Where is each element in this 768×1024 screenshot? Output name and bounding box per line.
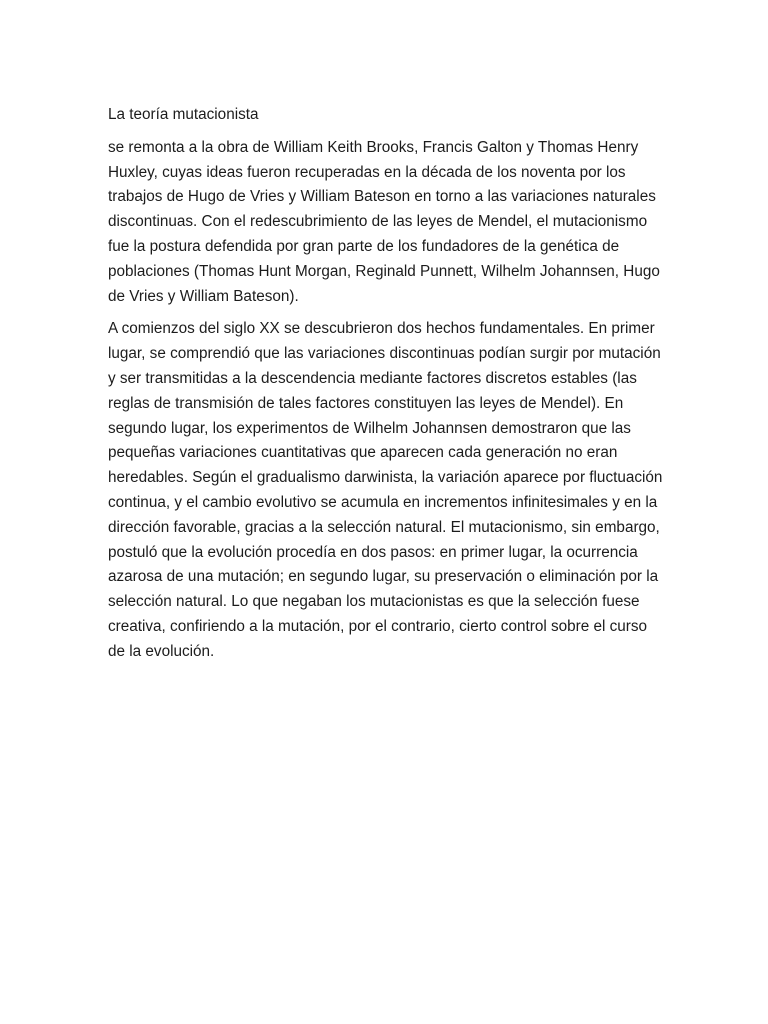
document-body (108, 103, 664, 673)
document-title: La teoría mutacionista (108, 106, 259, 123)
paragraph-2: A comienzos del siglo XX se descubrieron dos hechos fundamentales. En primer lugar, se comprendió que las variaciones discontinuas podían surgir por mutación y ser transmitidas a la descendencia mediante factores discretos estables (las reglas de transmisión de tales factores constituyen las leyes de Mendel). En segundo lugar, los experimentos de Wilhelm Johannsen demostraron que las pequeñas variaciones cuantitativas que aparecen cada generación no eran heredables. Según el gradualismo darwinista, la variación aparece por fluctuación continua, y el cambio evolutivo se acumula en incrementos infinitesimales y en la dirección favorable, gracias a la selección natural. El mutacionismo, sin embargo, postuló que la evolución procedía en dos pasos: en primer lugar, la ocurrencia azarosa de una mutación; en segundo lugar, su preservación o eliminación por la selección natural. Lo que negaban los mutacionistas es que la selección fuese creativa, confiriendo a la mutación, por el contrario, cierto control sobre el curso de la evolución. (108, 320, 663, 660)
paragraph-1: se remonta a la obra de William Keith Brooks, Francis Galton y Thomas Henry Huxley, cuyas ideas fueron recuperadas en la década de los noventa por los trabajos de Hugo de Vries y William Bateson en torno a las variaciones naturales discontinuas. Con el redescubrimiento de las leyes de Mendel, el mutacionismo fue la postura defendida por gran parte de los fundadores de la genética de poblaciones (Thomas Hunt Morgan, Reginald Punnett, Wilhelm Johannsen, Hugo de Vries y William Bateson). (108, 138, 660, 305)
